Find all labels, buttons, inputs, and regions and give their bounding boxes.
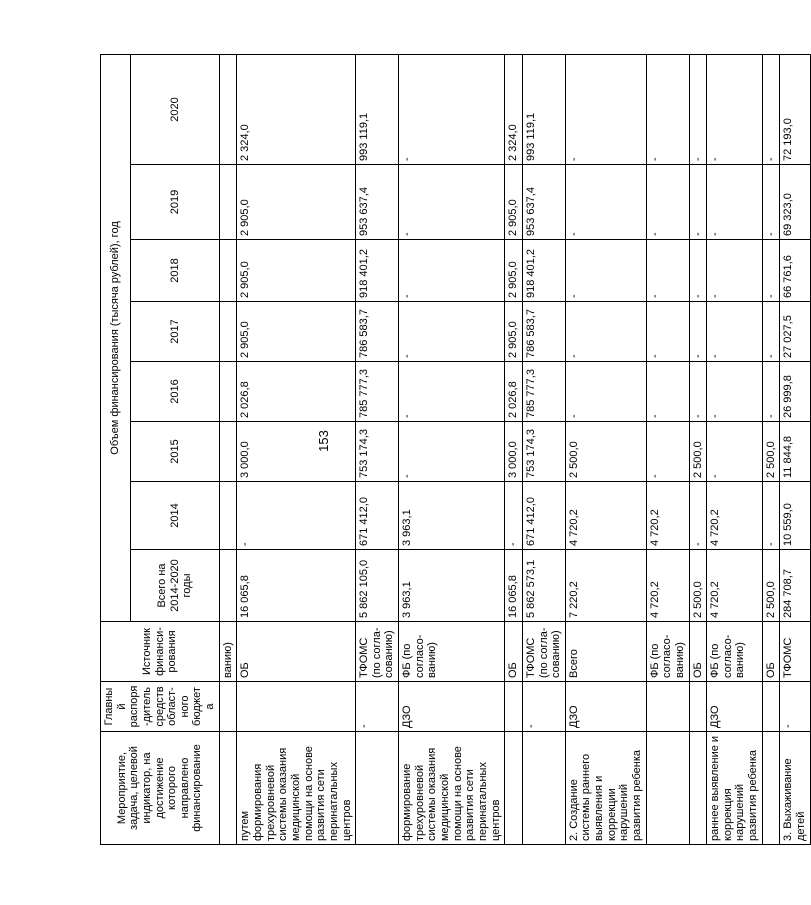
year-value-cell: 2 026,8 — [237, 362, 356, 422]
year-value-cell: 27 027,5 — [780, 302, 810, 362]
year-value-cell: 69 323,0 — [780, 165, 810, 240]
table-header — [101, 54, 220, 844]
year-value-cell — [219, 482, 237, 550]
year-value-cell: - — [707, 54, 763, 164]
header-source: Источник финанси-рования — [101, 622, 220, 682]
year-value-cell: 918 401,2 — [356, 240, 399, 302]
year-value-cell: - — [689, 362, 707, 422]
year-value-cell: - — [399, 54, 505, 164]
total-cell: 5 862 573,1 — [522, 550, 565, 622]
year-value-cell: 671 412,0 — [356, 482, 399, 550]
manager-cell: ДЗО — [565, 682, 646, 732]
year-value-cell: - — [565, 362, 646, 422]
year-value-cell: 11 844,8 — [780, 422, 810, 482]
year-value-cell: - — [689, 54, 707, 164]
activity-cell — [219, 732, 237, 845]
year-value-cell: - — [399, 362, 505, 422]
year-value-cell: - — [689, 302, 707, 362]
table-row — [237, 54, 356, 844]
year-value-cell: - — [707, 422, 763, 482]
year-value-cell: - — [399, 165, 505, 240]
manager-cell: - — [780, 682, 810, 732]
year-value-cell: 785 777,3 — [522, 362, 565, 422]
year-value-cell: 10 559,0 — [780, 482, 810, 550]
header-activity: Мероприятие, задача, целевой индикатор, на достижение которого направлено финансирование — [101, 732, 220, 845]
total-cell: 16 065,8 — [505, 550, 523, 622]
source-cell: ОБ — [689, 622, 707, 682]
total-cell: 5 862 105,0 — [356, 550, 399, 622]
manager-cell — [219, 682, 237, 732]
total-cell: 16 065,8 — [237, 550, 356, 622]
header-year: 2020 — [131, 54, 219, 164]
year-value-cell: 753 174,3 — [522, 422, 565, 482]
year-value-cell: - — [646, 240, 689, 302]
year-value-cell — [219, 362, 237, 422]
manager-cell: ДЗО — [399, 682, 505, 732]
year-value-cell: 993 119,1 — [522, 54, 565, 164]
year-value-cell: 2 905,0 — [237, 240, 356, 302]
source-cell: ФБ (по согласо-ванию) — [399, 622, 505, 682]
table-row — [522, 54, 565, 844]
header-total: Всего на 2014-2020 годы — [131, 550, 219, 622]
total-cell — [219, 550, 237, 622]
total-cell: 3 963,1 — [399, 550, 505, 622]
financing-table — [100, 54, 811, 845]
manager-cell — [237, 682, 356, 732]
table-row — [646, 54, 689, 844]
header-year: 2017 — [131, 302, 219, 362]
year-value-cell: - — [646, 165, 689, 240]
manager-cell: - — [356, 682, 399, 732]
year-value-cell: - — [399, 240, 505, 302]
year-value-cell: - — [762, 482, 780, 550]
year-value-cell: - — [762, 302, 780, 362]
total-cell: 2 500,0 — [689, 550, 707, 622]
manager-cell: - — [522, 682, 565, 732]
total-cell: 2 500,0 — [762, 550, 780, 622]
table-row — [780, 54, 810, 844]
year-value-cell: 753 174,3 — [356, 422, 399, 482]
activity-cell: раннее выявление и коррекция нарушений развития ребенка — [707, 732, 763, 845]
manager-cell: ДЗО — [707, 682, 763, 732]
header-year: 2014 — [131, 482, 219, 550]
activity-cell: 3. Выхаживание детей — [780, 732, 810, 845]
year-value-cell: - — [689, 240, 707, 302]
year-value-cell: 26 999,8 — [780, 362, 810, 422]
activity-cell — [522, 732, 565, 845]
year-value-cell: 953 637,4 — [356, 165, 399, 240]
source-cell: Всего — [565, 622, 646, 682]
table-row — [505, 54, 523, 844]
year-value-cell: - — [565, 165, 646, 240]
table-row — [219, 54, 237, 844]
year-value-cell: 2 500,0 — [565, 422, 646, 482]
year-value-cell — [219, 54, 237, 164]
source-cell: ОБ — [762, 622, 780, 682]
year-value-cell: 671 412,0 — [522, 482, 565, 550]
activity-cell — [762, 732, 780, 845]
year-value-cell: 2 324,0 — [237, 54, 356, 164]
manager-cell — [646, 682, 689, 732]
total-cell: 4 720,2 — [646, 550, 689, 622]
source-cell: ТФОМС (по согла-сованию) — [356, 622, 399, 682]
year-value-cell: - — [689, 165, 707, 240]
year-value-cell: - — [707, 165, 763, 240]
source-cell: ФБ (по согласо-ванию) — [707, 622, 763, 682]
year-value-cell: - — [707, 240, 763, 302]
header-year: 2016 — [131, 362, 219, 422]
year-value-cell: - — [762, 165, 780, 240]
year-value-cell: 4 720,2 — [565, 482, 646, 550]
activity-cell — [505, 732, 523, 845]
year-value-cell: 2 905,0 — [237, 302, 356, 362]
year-value-cell: - — [399, 302, 505, 362]
year-value-cell: - — [565, 302, 646, 362]
year-value-cell: 3 000,0 — [505, 422, 523, 482]
source-cell: ТФОМС (по согла-сованию) — [522, 622, 565, 682]
year-value-cell: - — [646, 362, 689, 422]
year-value-cell: 785 777,3 — [356, 362, 399, 422]
year-value-cell: - — [646, 422, 689, 482]
source-cell: ТФОМС — [780, 622, 810, 682]
year-value-cell: 786 583,7 — [522, 302, 565, 362]
total-cell: 4 720,2 — [707, 550, 763, 622]
year-value-cell: - — [762, 240, 780, 302]
year-value-cell: 66 761,6 — [780, 240, 810, 302]
financing-table-frame — [100, 55, 808, 845]
source-cell: ОБ — [237, 622, 356, 682]
year-value-cell: - — [565, 54, 646, 164]
year-value-cell: 953 637,4 — [522, 165, 565, 240]
year-value-cell: 2 905,0 — [505, 165, 523, 240]
manager-cell — [762, 682, 780, 732]
header-volume: Объем финансирования (тысяча рублей), год — [101, 54, 131, 621]
activity-cell: 2. Создание системы раннего выявления и коррекции нарушений развития ребенка — [565, 732, 646, 845]
rotated-table-wrapper — [100, 55, 808, 845]
year-value-cell: 2 500,0 — [689, 422, 707, 482]
source-cell: ванию) — [219, 622, 237, 682]
year-value-cell — [219, 422, 237, 482]
total-cell: 284 708,7 — [780, 550, 810, 622]
activity-cell: путем формирования трехуровневой системы оказания медицинской помощи на основе развития сети перинатальных центров — [237, 732, 356, 845]
year-value-cell: 4 720,2 — [646, 482, 689, 550]
activity-cell — [689, 732, 707, 845]
year-value-cell: 4 720,2 — [707, 482, 763, 550]
activity-cell: формирование трехуровневой системы оказания медицинской помощи на основе развития сети перинатальных центров — [399, 732, 505, 845]
table-row — [399, 54, 505, 844]
source-cell: ФБ (по согласо-ванию) — [646, 622, 689, 682]
year-value-cell: 993 119,1 — [356, 54, 399, 164]
activity-cell — [646, 732, 689, 845]
year-value-cell: - — [689, 482, 707, 550]
header-manager: Главный распоря-дитель средств област-ного бюджета — [101, 682, 220, 732]
year-value-cell: 3 963,1 — [399, 482, 505, 550]
year-value-cell: - — [762, 362, 780, 422]
table-row — [762, 54, 780, 844]
year-value-cell: 2 324,0 — [505, 54, 523, 164]
manager-cell — [505, 682, 523, 732]
year-value-cell: - — [505, 482, 523, 550]
year-value-cell: 2 026,8 — [505, 362, 523, 422]
year-value-cell: - — [646, 302, 689, 362]
year-value-cell: 786 583,7 — [356, 302, 399, 362]
activity-cell — [356, 732, 399, 845]
table-row — [689, 54, 707, 844]
table-row — [356, 54, 399, 844]
page-number: 153 — [316, 430, 331, 452]
total-cell: 7 220,2 — [565, 550, 646, 622]
year-value-cell — [219, 302, 237, 362]
year-value-cell: 2 905,0 — [505, 302, 523, 362]
year-value-cell: 3 000,0 — [237, 422, 356, 482]
year-value-cell: - — [399, 422, 505, 482]
header-year: 2015 — [131, 422, 219, 482]
header-year: 2018 — [131, 240, 219, 302]
year-value-cell: - — [707, 302, 763, 362]
year-value-cell: - — [565, 240, 646, 302]
year-value-cell: - — [762, 54, 780, 164]
header-year: 2019 — [131, 165, 219, 240]
year-value-cell — [219, 165, 237, 240]
year-value-cell: - — [707, 362, 763, 422]
year-value-cell: 918 401,2 — [522, 240, 565, 302]
year-value-cell: 72 193,0 — [780, 54, 810, 164]
table-body — [219, 54, 810, 844]
year-value-cell — [219, 240, 237, 302]
year-value-cell: 2 905,0 — [237, 165, 356, 240]
manager-cell — [689, 682, 707, 732]
year-value-cell: - — [237, 482, 356, 550]
year-value-cell: 2 905,0 — [505, 240, 523, 302]
table-row — [707, 54, 763, 844]
source-cell: ОБ — [505, 622, 523, 682]
year-value-cell: - — [646, 54, 689, 164]
year-value-cell: 2 500,0 — [762, 422, 780, 482]
table-row — [565, 54, 646, 844]
